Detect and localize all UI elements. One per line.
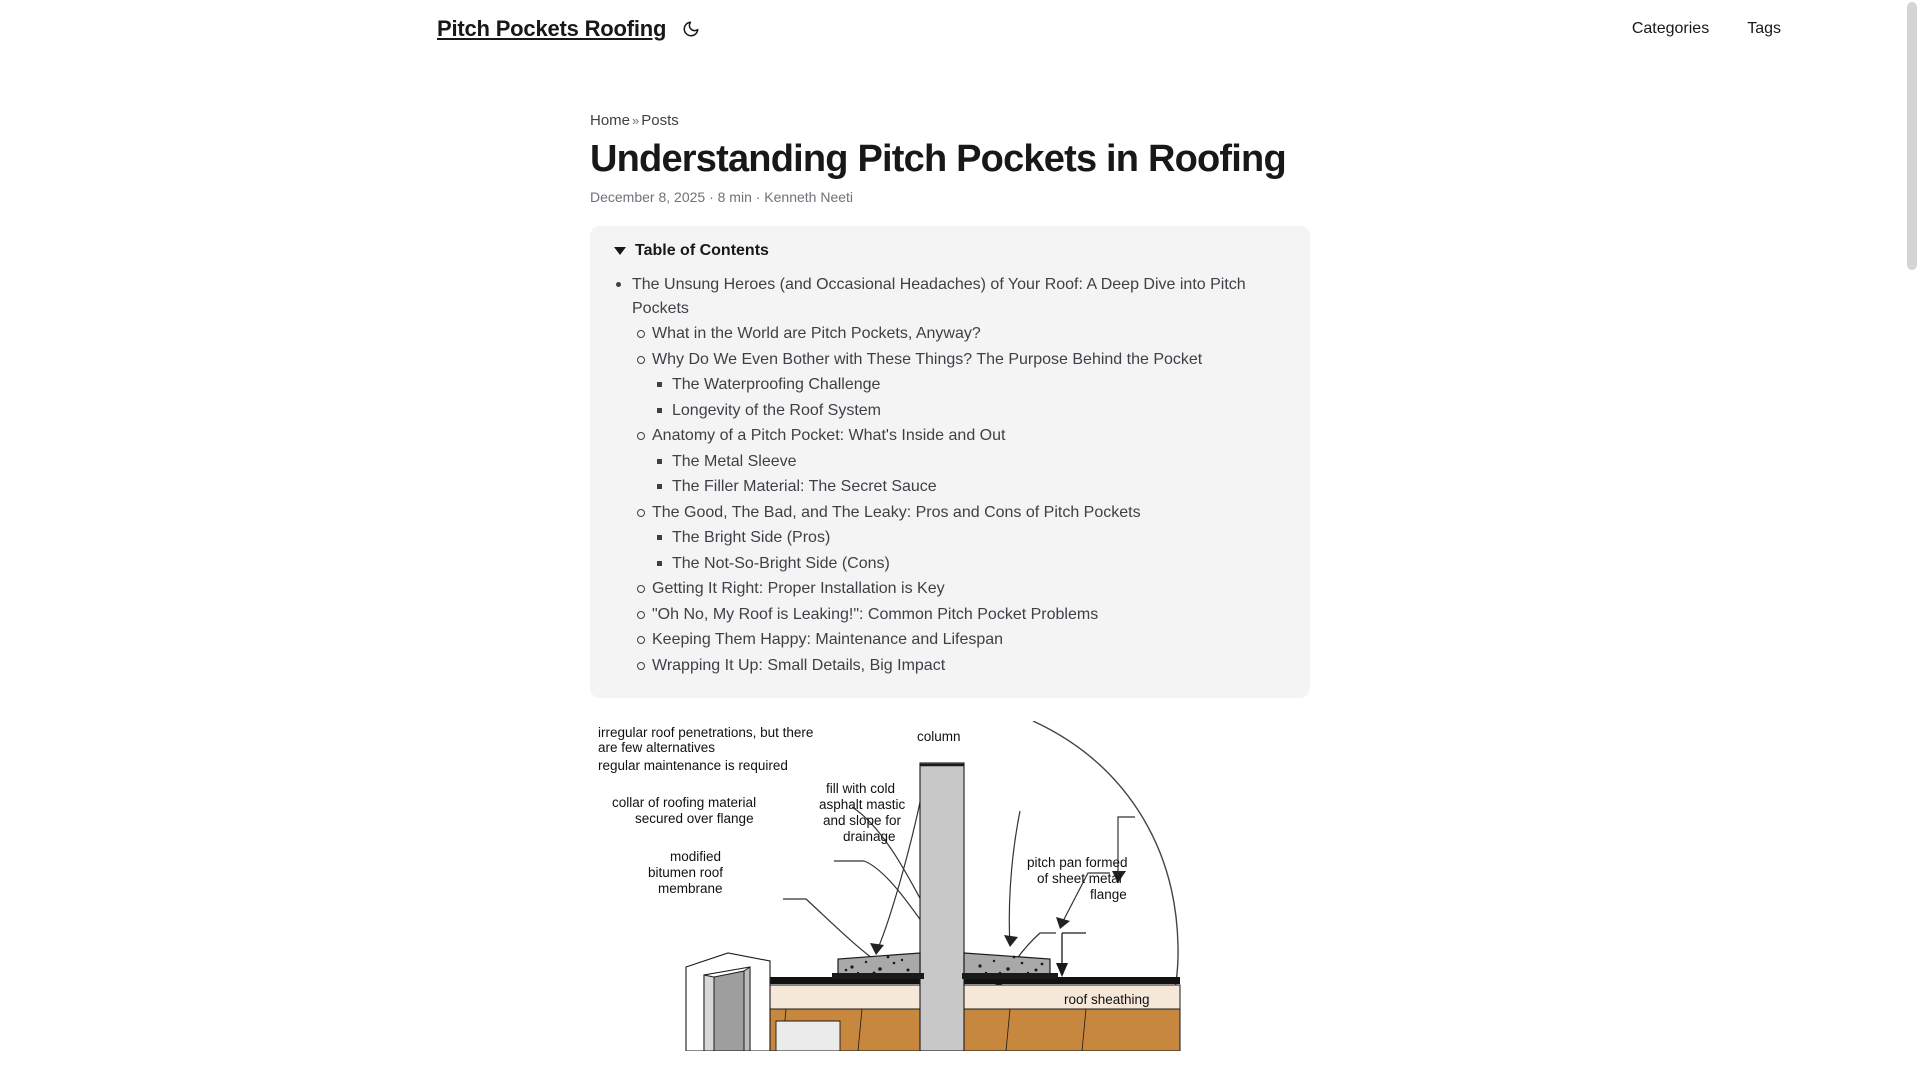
site-header bbox=[0, 0, 1904, 58]
label-membrane-line1: modified bbox=[670, 849, 722, 865]
post-container bbox=[590, 58, 1310, 1051]
list-item bbox=[672, 525, 1286, 551]
toc-link-purpose-behind-pocket[interactable]: Why Do We Even Bother with These Things? The Purpose Behind the Pocket bbox=[652, 347, 1286, 373]
label-fill-line2: asphalt mastic bbox=[819, 797, 906, 813]
list-item bbox=[672, 474, 1286, 500]
toc-link-common-problems[interactable]: "Oh No, My Roof is Leaking!": Common Pitch Pocket Problems bbox=[652, 602, 1286, 628]
list-item bbox=[672, 372, 1286, 398]
toc-link-maintenance-lifespan[interactable]: Keeping Them Happy: Maintenance and Lifespan bbox=[652, 627, 1286, 653]
toc-link-proper-installation[interactable]: Getting It Right: Proper Installation is Key bbox=[652, 576, 1286, 602]
pitch-pan-flange-right bbox=[962, 973, 1058, 979]
toc-link-pros-and-cons[interactable]: The Good, The Bad, and The Leaky: Pros and Cons of Pitch Pockets bbox=[652, 500, 1286, 526]
beam-isometric bbox=[686, 953, 770, 1051]
label-fill-line3: and slope for bbox=[823, 813, 902, 829]
toc-link-longevity-roof-system[interactable]: Longevity of the Roof System bbox=[672, 398, 1286, 424]
label-note-line2: are few alternatives bbox=[598, 740, 716, 756]
list-item bbox=[672, 449, 1286, 475]
main-nav bbox=[1632, 20, 1781, 38]
site-title[interactable]: Pitch Pockets Roofing bbox=[437, 16, 667, 41]
list-item bbox=[652, 321, 1286, 347]
label-note-line1: irregular roof penetrations, but there bbox=[598, 725, 814, 741]
list-item bbox=[652, 576, 1286, 602]
toc-link-not-so-bright-side-cons[interactable]: The Not-So-Bright Side (Cons) bbox=[672, 551, 1286, 577]
toc-list-level-3 bbox=[652, 372, 1286, 423]
column-section bbox=[920, 763, 964, 1051]
breadcrumb-posts[interactable]: Posts bbox=[641, 112, 679, 129]
base-block bbox=[776, 1021, 840, 1051]
header-brand-group bbox=[437, 16, 702, 42]
page-scrollbar[interactable] bbox=[1904, 0, 1920, 1080]
post-figure bbox=[590, 721, 1310, 1051]
list-item bbox=[652, 602, 1286, 628]
nav-link-tags[interactable]: Tags bbox=[1747, 20, 1781, 37]
toc-list-level-2 bbox=[632, 321, 1286, 678]
toc-link-waterproofing-challenge[interactable]: The Waterproofing Challenge bbox=[672, 372, 1286, 398]
label-collar-line1: collar of roofing material bbox=[612, 795, 757, 811]
toc-link-bright-side-pros[interactable]: The Bright Side (Pros) bbox=[672, 525, 1286, 551]
list-item bbox=[632, 272, 1286, 678]
toc-list-level-3 bbox=[652, 449, 1286, 500]
nav-link-categories[interactable]: Categories bbox=[1631, 20, 1710, 37]
toc-link-what-are-pitch-pockets[interactable]: What in the World are Pitch Pockets, Anyway? bbox=[652, 321, 1286, 347]
breadcrumb-separator: » bbox=[632, 113, 640, 128]
pitch-pocket-diagram bbox=[590, 721, 1310, 1051]
toc-list-level-3 bbox=[652, 525, 1286, 576]
list-item bbox=[652, 653, 1286, 679]
list-item bbox=[672, 551, 1286, 577]
post-meta: December 8, 2025 · 8 min · Kenneth Neeti bbox=[590, 189, 854, 206]
toc-link-anatomy-pitch-pocket[interactable]: Anatomy of a Pitch Pocket: What's Inside and Out bbox=[652, 423, 1286, 449]
label-membrane-line2: bitumen roof bbox=[648, 865, 724, 881]
label-flange: flange bbox=[1090, 887, 1127, 903]
list-item bbox=[652, 500, 1286, 577]
list-item bbox=[652, 347, 1286, 424]
label-note-line3: regular maintenance is required bbox=[598, 758, 788, 774]
label-pitch-pan-line1: pitch pan formed bbox=[1027, 855, 1128, 871]
toc-link-filler-material[interactable]: The Filler Material: The Secret Sauce bbox=[672, 474, 1286, 500]
list-item bbox=[652, 627, 1286, 653]
breadcrumb bbox=[590, 110, 1310, 133]
label-fill-line1: fill with cold bbox=[826, 781, 896, 797]
label-column: column bbox=[917, 729, 961, 745]
toc-link-wrapping-it-up[interactable]: Wrapping It Up: Small Details, Big Impact bbox=[652, 653, 1286, 679]
list-item bbox=[652, 423, 1286, 500]
table-of-contents bbox=[590, 226, 1310, 698]
toc-heading: Table of Contents bbox=[635, 242, 769, 260]
toc-link-metal-sleeve[interactable]: The Metal Sleeve bbox=[672, 449, 1286, 475]
toc-link-unsung-heroes[interactable]: The Unsung Heroes (and Occasional Headaches) of Your Roof: A Deep Dive into Pitch Pockets bbox=[632, 272, 1286, 321]
label-roof-sheathing: roof sheathing bbox=[1064, 992, 1150, 1008]
toc-toggle[interactable] bbox=[614, 242, 1286, 260]
scrollbar-thumb[interactable] bbox=[1907, 2, 1917, 270]
chevron-down-icon bbox=[614, 247, 626, 255]
label-fill-line4: drainage bbox=[843, 829, 896, 845]
label-pitch-pan-line2: of sheet metal bbox=[1037, 871, 1122, 887]
list-item bbox=[672, 398, 1286, 424]
breadcrumb-home[interactable]: Home bbox=[590, 112, 631, 129]
toc-list-level-1 bbox=[614, 272, 1286, 678]
pitch-pan-flange-left bbox=[832, 973, 924, 979]
label-membrane-line3: membrane bbox=[658, 881, 723, 897]
moon-icon[interactable] bbox=[680, 18, 702, 40]
page-title: Understanding Pitch Pockets in Roofing bbox=[590, 137, 1286, 180]
label-collar-line2: secured over flange bbox=[635, 811, 754, 827]
